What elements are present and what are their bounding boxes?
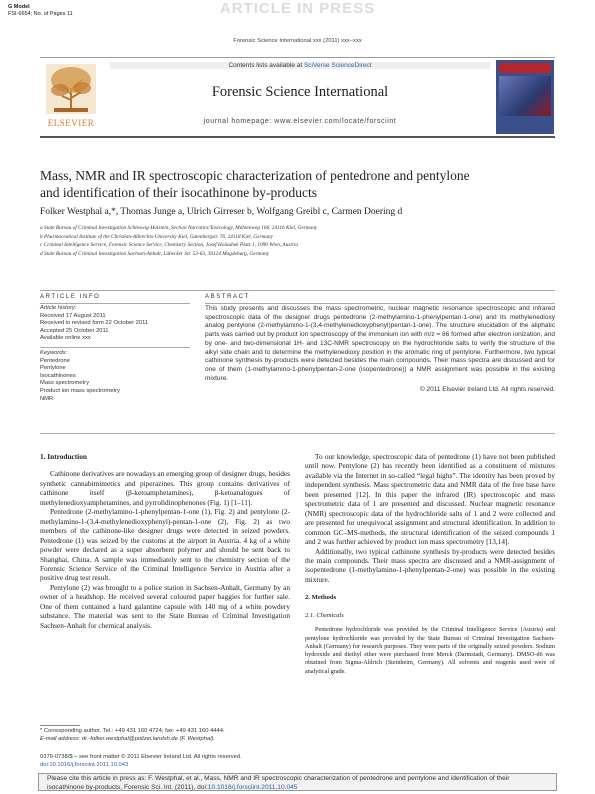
contents-line bbox=[110, 62, 490, 69]
left-column bbox=[40, 452, 290, 630]
keyword: Product ion mass spectrometry bbox=[40, 387, 120, 394]
citation-box bbox=[38, 773, 557, 791]
footnote-rule bbox=[40, 725, 80, 726]
copyright: © 2011 Elsevier Ireland Ltd. All rights reserved. bbox=[419, 386, 555, 394]
keyword: NMR bbox=[40, 395, 54, 402]
affiliation-c: c Criminal Intelligence Service, Forensic Science Service, Chemistry Section, Josef Holaubek Platz 1, 1090 Wien, Austria bbox=[40, 242, 299, 248]
paragraph: Cathinone derivatives are nowadays an emerging group of designer drugs, besides synthetic cannabimimetics and piperazines. This group contains derivatives of cathinone itself (β-ketoamphetamines), β-ketoanalogues of methylenedioxyamphetamines, and pyrrolidinophenones (Fig. 1) [1–11]. bbox=[40, 469, 290, 507]
journal-name: Forensic Science International bbox=[211, 84, 389, 100]
elsevier-logo bbox=[40, 60, 102, 132]
title-line-2: and identification of their isocathinone by-products bbox=[40, 185, 318, 200]
paragraph: Pentedrone (2-methylamino-1-phenylpentan-1-one (1), Fig. 2) and pentylone (2-methylamino-1-(3,4-methylenedioxyphenyl)-pentan-1-one (2), Fig. 2) as two members of the cathinone-like designer drugs were detected in seized powders. Pentedrone (1) was seized by the customs at the airport in Austria. 4 kg of a white powder were declared as a super absorbent polymer and should be sent back to Shanghai, China. A sample was immediately sent to the chemistry section of the Forensic Science Service of the Criminal Intelligence Service in Austria after a positive drug test result. bbox=[40, 507, 290, 583]
journal-homepage[interactable]: journal homepage: www.elsevier.com/locate/forsciint bbox=[203, 118, 397, 125]
keyword: Pentedrone bbox=[40, 357, 70, 364]
history-label: Article history: bbox=[40, 305, 77, 311]
affiliation-a: a State Bureau of Criminal Investigation Schleswig-Holstein, Section Narcotics/Toxicology, Mühlenweg 166, 24116 Kiel, Germany bbox=[40, 225, 318, 231]
history-online: Available online xxx bbox=[40, 335, 91, 342]
footnote bbox=[40, 728, 290, 743]
affiliations bbox=[40, 224, 560, 258]
citation-doi-link[interactable]: 10.1016/j.forsciint.2011.10.045 bbox=[207, 783, 298, 791]
gmodel-label: G Model bbox=[8, 4, 30, 10]
abstract-heading: ABSTRACT bbox=[205, 294, 250, 300]
paragraph: To our knowledge, spectroscopic data of pentedrone (1) have not been published until now. Pentylone (2) has recently been identified as a constituent of mixtures available via the Internet in so-called “legal highs”. The identity has been proved by independent synthesis. Mass spectrometric data and NMR data of the free base have been presented [12]. In this paper the infrared (IR) spectroscopic and mass spectrometric data of 1 are presented and discussed. Nuclear magnetic resonance (NMR) spectroscopic data of the hydrochloride salts of 1 and 2 were collected and are presented for unequivocal assignment and structural identification. In addition to common GC–MS-methods, the structural identification of the seized compounds 1 and 2 was further achieved by product ion mass spectrometry [13,14]. bbox=[305, 452, 555, 547]
corresponding-author: * Corresponding author. Tel.: +49 431 160 4724; fax: +49 431 160 4444. bbox=[40, 728, 225, 734]
right-column bbox=[305, 452, 555, 676]
abstract bbox=[205, 305, 555, 395]
contents-prefix: Contents lists available at bbox=[228, 62, 304, 69]
banner-text: ARTICLE IN PRESS bbox=[219, 0, 376, 17]
journal-reference: Forensic Science International xxx (2011) xxx–xxx bbox=[233, 38, 362, 44]
citation-text: Please cite this article in press as: F. Westphal, et al., Mass, NMR and IR spectroscopic characterization of pentedrone and pentylone and identification of their isocathinone by-products, Forensic Sci. Int. (2011), doi: bbox=[47, 775, 510, 791]
keyword: Mass spectrometry bbox=[40, 380, 89, 387]
methods-heading: 2. Methods bbox=[305, 594, 337, 602]
article-info bbox=[40, 305, 190, 403]
article-info-heading: ARTICLE INFO bbox=[40, 294, 101, 300]
abstract-text: This study presents and discusses the mass spectrometric, nuclear magnetic resonance spectroscopic and infrared spectroscopic data of the designer drugs pentedrone (2-methylamino-1-phenylpentan-1-one) and its methylenedioxy analog pentylone (2-methylamino-1-(3,4-methylenedioxyphenyl)pentan-1-one). The structure elucidation of the aliphatic parts was carried out by product ion spectroscopy of the immonium ion with m/z = 86 formed after electron ionization, and by one- and two-dimensional 1H- and 13C-NMR spectroscopy on the hydrochloride salts to verify the structure of the alkyl side chain and to determine the methylenedioxy position in the aromatic ring of pentylone. Furthermore, two typical cathinone synthesis by-products were detected besides the main compounds. Their mass spectra are discussed and for one of them (1-methylamino-1-phenylpentan-2-one (isopentedrone)) a NMR assignment was possible in the existing mixture. bbox=[205, 305, 555, 382]
publisher-name: ELSEVIER bbox=[47, 118, 95, 128]
authors: Folker Westphal a,*, Thomas Junge a, Ulrich Girreser b, Wolfgang Greibl c, Carmen Doering d bbox=[40, 207, 403, 217]
title-line-1: Mass, NMR and IR spectroscopic characterization of pentedrone and pentylone bbox=[40, 168, 470, 183]
article-title bbox=[40, 167, 560, 201]
info-rule bbox=[40, 303, 190, 304]
keyword: Isocathinones bbox=[40, 372, 76, 379]
paragraph: Pentedrone hydrochloride was provided by the Criminal Intelligence Service (Austria) and pentylone hydrochloride was provided by the State Bureau of Criminal Investigation Sachsen-Anhalt (Germany) for research purposes. They were parts of the originally seized powders. Sodium hydroxide and diethyl ether were purchased from Merck (Darmstadt, Germany). DMSO-d6 was obtained from Sigma-Aldrich (Steinheim, Germany). All solvents and reagents used were of analytical grade. bbox=[305, 626, 555, 675]
issn-line: 0379-0738/$ – see front matter © 2011 Elsevier Ireland Ltd. All rights reserved. bbox=[40, 754, 242, 760]
history-revised: Received in revised form 22 October 2011 bbox=[40, 320, 149, 327]
introduction-heading: 1. Introduction bbox=[40, 452, 87, 461]
affiliation-d: d State Bureau of Criminal Investigation Sachsen-Anhalt, Lübecker Str. 53-63, 39124 Magdeburg, Germany bbox=[40, 250, 270, 257]
sciencedirect-link[interactable]: SciVerse ScienceDirect bbox=[303, 62, 372, 69]
divider bbox=[40, 290, 555, 291]
paragraph: Additionally, two typical cathinone synthesis by-products were detected besides the main compounds. Their mass spectra are discussed and a NMR-assignment of isopentedrone (1-methylamino-1-phenylpentan-2-one) was possible in the existing mixture. bbox=[305, 546, 555, 584]
chemicals-heading: 2.1. Chemicals bbox=[305, 611, 344, 619]
article-in-press-banner bbox=[0, 0, 595, 17]
email-address[interactable]: E-mail address: dr.-folker.westphal@polizei.landsh.de (F. Westphal). bbox=[40, 735, 216, 742]
keyword: Pentylone bbox=[40, 365, 66, 372]
abstract-rule bbox=[205, 303, 555, 304]
journal-cover-image bbox=[496, 60, 554, 134]
article-id: FSI-6654; No. of Pages 11 bbox=[8, 11, 73, 17]
publication-info bbox=[40, 754, 290, 769]
paragraph: Pentylone (2) was brought to a police station in Sachsen-Anhalt, Germany by an owner of a headshop. He received several coloured paper baggies for further sale. One of them contained a hard galantine capsule with 140 mg of a white powdery substance. The material was sent to the State Bureau of Criminal Investigation Sachsen-Anhalt for chemical analysis. bbox=[40, 582, 290, 630]
history-received: Received 17 August 2011 bbox=[40, 312, 106, 319]
keywords-label: Keywords: bbox=[40, 349, 68, 356]
affiliation-b: b Pharmaceutical Institute of the Christian-Albrechts-University Kiel, Gutenbergstr. 76, 24118 Kiel, Germany bbox=[40, 233, 273, 240]
doi-link[interactable]: doi:10.1016/j.forsciint.2011.10.043 bbox=[40, 761, 129, 768]
history-accepted: Accepted 25 October 2011 bbox=[40, 327, 109, 334]
divider bbox=[40, 433, 555, 434]
